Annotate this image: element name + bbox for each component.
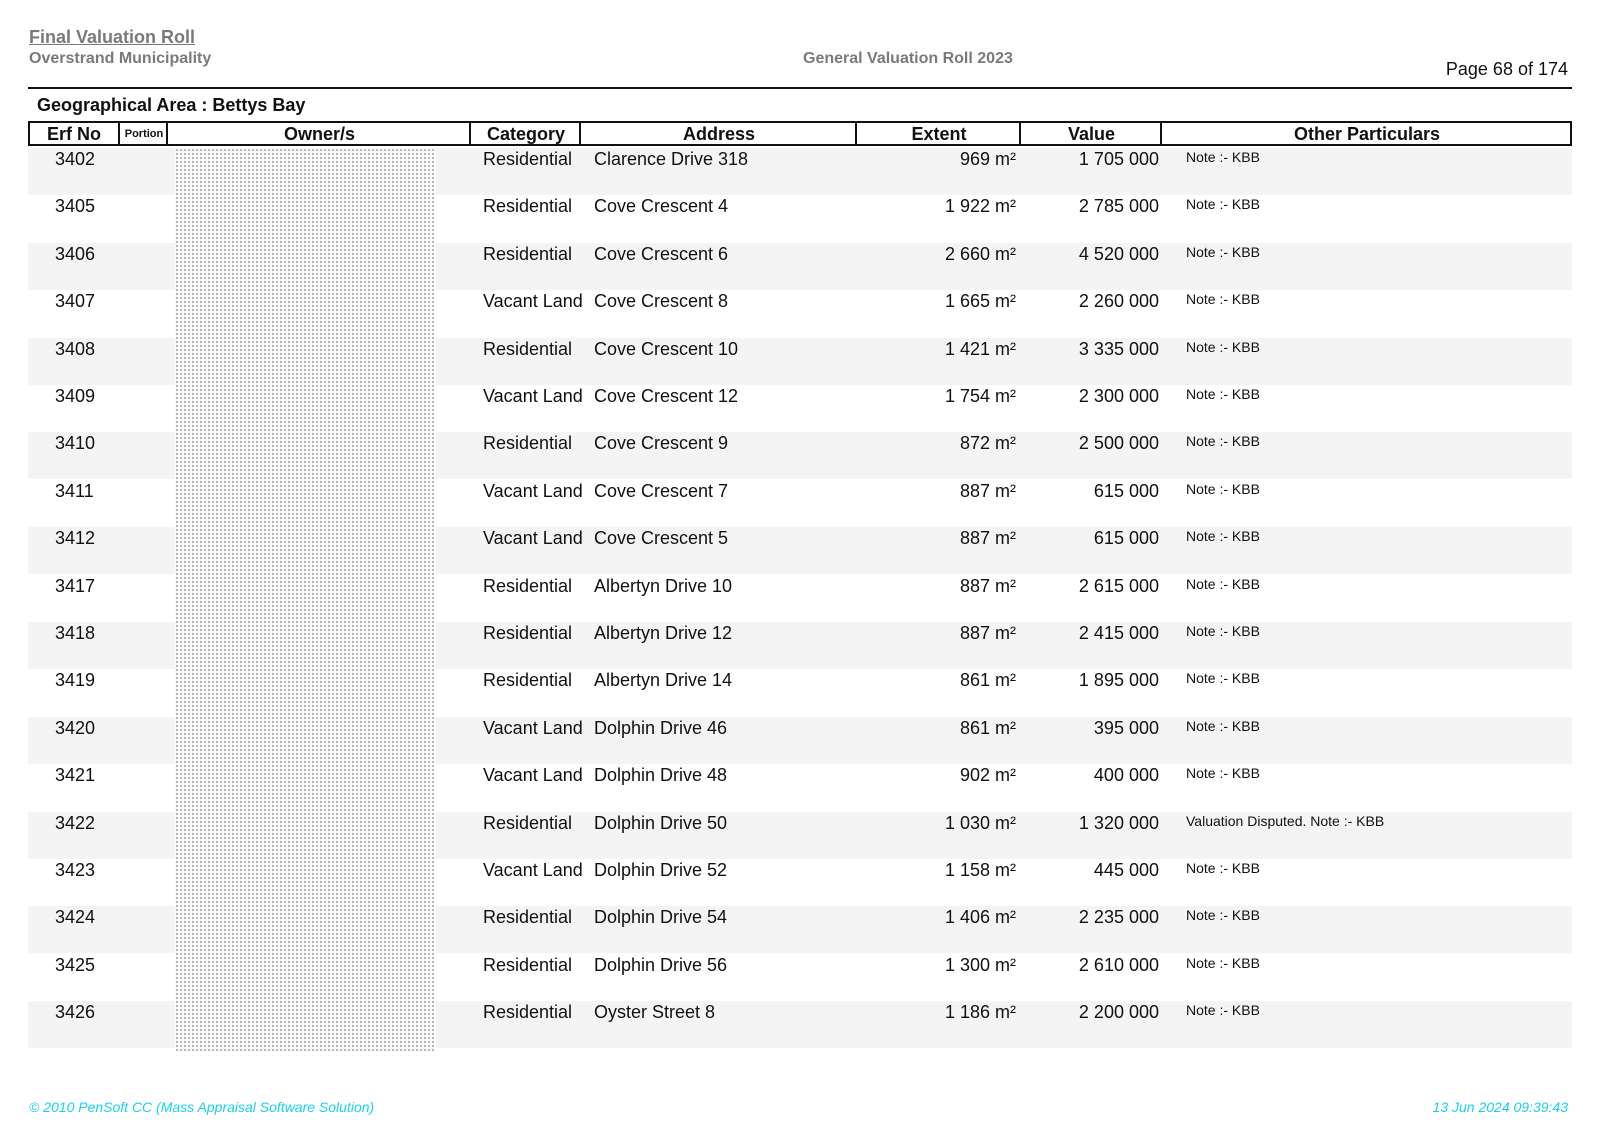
category-cell: Residential	[483, 339, 573, 359]
address-cell: Cove Crescent 9	[594, 433, 729, 453]
extent-cell: 1 754 m²	[944, 386, 1016, 406]
address-cell: Cove Crescent 4	[594, 196, 729, 216]
address-cell: Dolphin Drive 56	[594, 955, 728, 975]
column-header-extent: Extent	[855, 123, 1021, 144]
extent-cell: 1 421 m²	[944, 339, 1016, 359]
value-cell: 1 320 000	[1078, 813, 1159, 833]
erf-no-cell: 3422	[55, 813, 96, 833]
category-cell: Residential	[483, 955, 573, 975]
category-cell: Vacant Land	[483, 291, 583, 311]
category-cell: Vacant Land	[483, 860, 583, 880]
extent-cell: 2 660 m²	[944, 244, 1016, 264]
erf-no-cell: 3406	[55, 244, 96, 264]
erf-no-cell: 3423	[55, 860, 96, 880]
category-cell: Residential	[483, 576, 573, 596]
other-particulars-cell: Note :- KBB	[1186, 291, 1260, 307]
municipality-name: Overstrand Municipality	[29, 50, 212, 67]
column-header-value: Value	[1019, 123, 1162, 144]
other-particulars-cell: Note :- KBB	[1186, 670, 1260, 686]
value-cell: 2 415 000	[1078, 623, 1159, 643]
extent-cell: 1 030 m²	[944, 813, 1016, 833]
category-cell: Residential	[483, 433, 573, 453]
address-cell: Cove Crescent 6	[594, 244, 729, 264]
extent-cell: 1 300 m²	[944, 955, 1016, 975]
footer-timestamp: 13 Jun 2024 09:39:43	[1432, 1099, 1568, 1115]
category-cell: Residential	[483, 907, 573, 927]
geographical-area-label: Geographical Area : Bettys Bay	[37, 95, 306, 115]
category-cell: Vacant Land	[483, 718, 583, 738]
address-cell: Oyster Street 8	[594, 1002, 716, 1022]
other-particulars-cell: Note :- KBB	[1186, 481, 1260, 497]
extent-cell: 887 m²	[959, 481, 1016, 501]
value-cell: 1 705 000	[1078, 149, 1159, 169]
other-particulars-cell: Note :- KBB	[1186, 528, 1260, 544]
column-header-other-particulars: Other Particulars	[1160, 123, 1572, 144]
extent-cell: 861 m²	[959, 670, 1016, 690]
category-cell: Residential	[483, 196, 573, 216]
value-cell: 2 235 000	[1078, 907, 1159, 927]
extent-cell: 969 m²	[959, 149, 1016, 169]
footer-copyright: © 2010 PenSoft CC (Mass Appraisal Software Solution)	[29, 1099, 375, 1115]
extent-cell: 887 m²	[959, 528, 1016, 548]
value-cell: 2 260 000	[1078, 291, 1159, 311]
erf-no-cell: 3402	[55, 149, 96, 169]
other-particulars-cell: Note :- KBB	[1186, 386, 1260, 402]
value-cell: 615 000	[1093, 528, 1159, 548]
category-cell: Vacant Land	[483, 765, 583, 785]
value-cell: 4 520 000	[1078, 244, 1159, 264]
extent-cell: 887 m²	[959, 623, 1016, 643]
address-cell: Cove Crescent 10	[594, 339, 739, 359]
address-cell: Dolphin Drive 52	[594, 860, 728, 880]
extent-cell: 1 186 m²	[944, 1002, 1016, 1022]
extent-cell: 861 m²	[959, 718, 1016, 738]
table-header	[28, 121, 1572, 146]
erf-no-cell: 3411	[55, 481, 94, 501]
value-cell: 2 785 000	[1078, 196, 1159, 216]
erf-no-cell: 3417	[55, 576, 96, 596]
other-particulars-cell: Note :- KBB	[1186, 149, 1260, 165]
erf-no-cell: 3408	[55, 339, 96, 359]
erf-no-cell: 3409	[55, 386, 96, 406]
erf-no-cell: 3410	[55, 433, 96, 453]
other-particulars-cell: Valuation Disputed. Note :- KBB	[1186, 813, 1385, 829]
address-cell: Albertyn Drive 12	[594, 623, 733, 643]
erf-no-cell: 3426	[55, 1002, 96, 1022]
extent-cell: 1 406 m²	[944, 907, 1016, 927]
other-particulars-cell: Note :- KBB	[1186, 196, 1260, 212]
value-cell: 615 000	[1093, 481, 1159, 501]
value-cell: 3 335 000	[1078, 339, 1159, 359]
other-particulars-cell: Note :- KBB	[1186, 718, 1260, 734]
address-cell: Dolphin Drive 50	[594, 813, 728, 833]
erf-no-cell: 3412	[55, 528, 96, 548]
column-header-owners: Owner/s	[166, 123, 471, 144]
category-cell: Vacant Land	[483, 481, 583, 501]
header-divider	[28, 87, 1572, 89]
extent-cell: 1 158 m²	[944, 860, 1016, 880]
other-particulars-cell: Note :- KBB	[1186, 955, 1260, 971]
category-cell: Residential	[483, 244, 573, 264]
value-cell: 2 500 000	[1078, 433, 1159, 453]
value-cell: 400 000	[1093, 765, 1159, 785]
address-cell: Cove Crescent 8	[594, 291, 729, 311]
document-title: Final Valuation Roll	[29, 27, 196, 47]
address-cell: Cove Crescent 12	[594, 386, 739, 406]
column-header-portion: Portion	[118, 123, 168, 144]
column-header-erf-no: Erf No	[47, 124, 101, 144]
erf-no-cell: 3425	[55, 955, 96, 975]
category-cell: Vacant Land	[483, 386, 583, 406]
value-cell: 2 200 000	[1078, 1002, 1159, 1022]
value-cell: 395 000	[1093, 718, 1159, 738]
category-cell: Residential	[483, 1002, 573, 1022]
value-cell: 2 300 000	[1078, 386, 1159, 406]
address-cell: Albertyn Drive 10	[594, 576, 733, 596]
category-cell: Residential	[483, 813, 573, 833]
erf-no-cell: 3421	[55, 765, 96, 785]
other-particulars-cell: Note :- KBB	[1186, 433, 1260, 449]
column-header-category: Category	[469, 123, 581, 144]
erf-no-cell: 3407	[55, 291, 96, 311]
extent-cell: 887 m²	[959, 576, 1016, 596]
erf-no-cell: 3420	[55, 718, 96, 738]
category-cell: Residential	[483, 670, 573, 690]
extent-cell: 1 922 m²	[944, 196, 1016, 216]
extent-cell: 902 m²	[959, 765, 1016, 785]
page-indicator: Page 68 of 174	[1445, 59, 1568, 79]
other-particulars-cell: Note :- KBB	[1186, 765, 1260, 781]
value-cell: 2 610 000	[1078, 955, 1159, 975]
other-particulars-cell: Note :- KBB	[1186, 1002, 1260, 1018]
address-cell: Albertyn Drive 14	[594, 670, 733, 690]
owner-redaction-block	[175, 148, 435, 1052]
extent-cell: 872 m²	[959, 433, 1016, 453]
extent-cell: 1 665 m²	[944, 291, 1016, 311]
other-particulars-cell: Note :- KBB	[1186, 244, 1260, 260]
address-cell: Clarence Drive 318	[594, 149, 749, 169]
value-cell: 1 895 000	[1078, 670, 1159, 690]
erf-no-cell: 3405	[55, 196, 96, 216]
other-particulars-cell: Note :- KBB	[1186, 339, 1260, 355]
erf-no-cell: 3418	[55, 623, 96, 643]
value-cell: 445 000	[1093, 860, 1159, 880]
erf-no-cell: 3424	[55, 907, 96, 927]
category-cell: Vacant Land	[483, 528, 583, 548]
other-particulars-cell: Note :- KBB	[1186, 623, 1260, 639]
other-particulars-cell: Note :- KBB	[1186, 907, 1260, 923]
other-particulars-cell: Note :- KBB	[1186, 860, 1260, 876]
roll-name: General Valuation Roll 2023	[803, 50, 1013, 67]
address-cell: Dolphin Drive 54	[594, 907, 728, 927]
erf-no-cell: 3419	[55, 670, 96, 690]
column-header-address: Address	[579, 123, 857, 144]
address-cell: Dolphin Drive 48	[594, 765, 728, 785]
address-cell: Dolphin Drive 46	[594, 718, 728, 738]
other-particulars-cell: Note :- KBB	[1186, 576, 1260, 592]
category-cell: Residential	[483, 623, 573, 643]
address-cell: Cove Crescent 5	[594, 528, 729, 548]
category-cell: Residential	[483, 149, 573, 169]
address-cell: Cove Crescent 7	[594, 481, 729, 501]
value-cell: 2 615 000	[1078, 576, 1159, 596]
